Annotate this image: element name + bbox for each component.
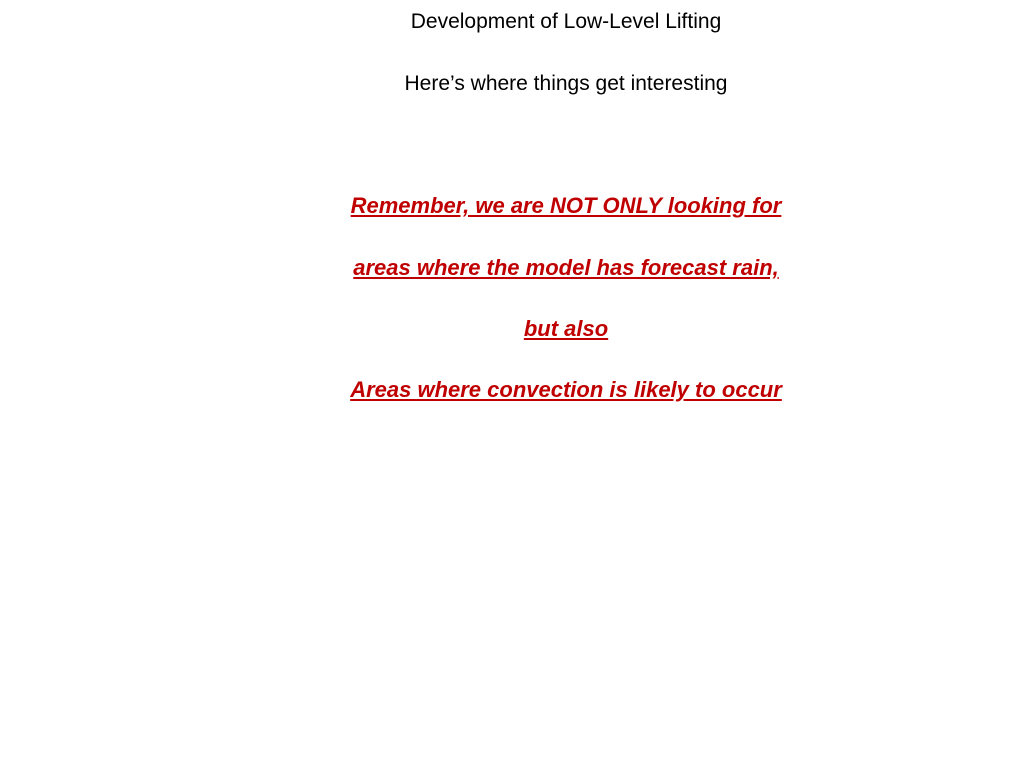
emphasis-line-1: Remember, we are NOT ONLY looking for — [350, 193, 782, 218]
emphasis-line-4: Areas where convection is likely to occur — [350, 377, 782, 402]
emphasis-line-2: areas where the model has forecast rain, — [353, 255, 779, 280]
slide-title: Development of Low-Level Lifting — [410, 10, 722, 33]
emphasis-line-3: but also — [523, 316, 609, 341]
slide-subtitle: Here’s where things get interesting — [404, 72, 728, 95]
